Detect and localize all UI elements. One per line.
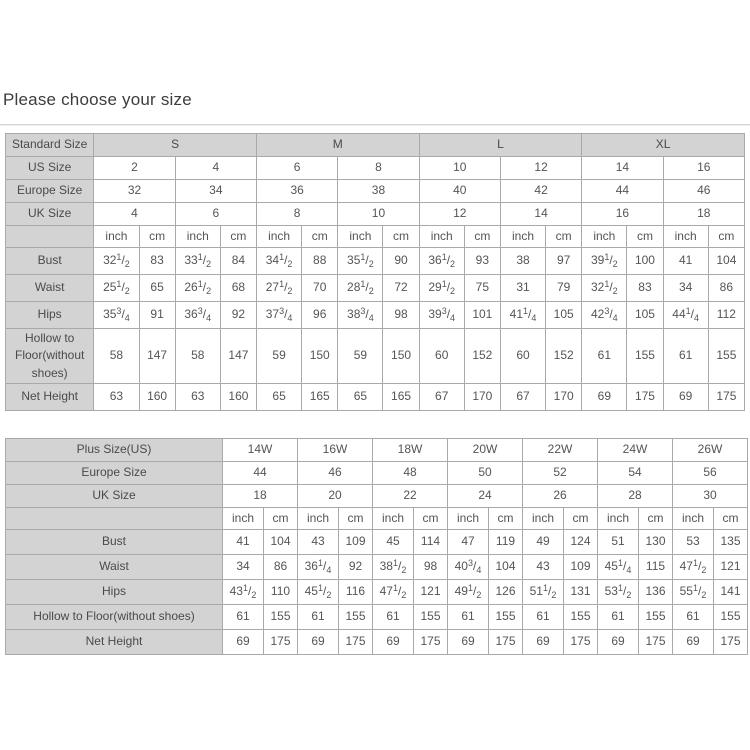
measurement-cm-cell: 115 (639, 555, 673, 580)
size-value-cell: 14W (223, 439, 298, 462)
size-row (6, 180, 745, 203)
size-value-cell: 48 (373, 462, 448, 485)
size-value-cell: 44 (223, 462, 298, 485)
measurement-inch-cell: $41^1/_4$ (500, 302, 545, 329)
measurement-inch-cell: $38^1/_2$ (373, 555, 414, 580)
size-value-cell: 50 (448, 462, 523, 485)
row-label-cell: Europe Size (6, 180, 94, 203)
size-value-cell: 4 (94, 203, 175, 226)
row-label-cell: US Size (6, 157, 94, 180)
measurement-cm-cell: 121 (414, 580, 448, 605)
size-group-header: M (256, 134, 419, 157)
measurement-row (6, 605, 748, 630)
measurement-inch-cell: $47^1/_2$ (373, 580, 414, 605)
measurement-inch-cell: 31 (500, 275, 545, 302)
measurement-row (6, 384, 745, 411)
measurement-cm-cell: 83 (627, 275, 663, 302)
size-row (6, 462, 748, 485)
unit-cm-header-cell: cm (627, 226, 663, 248)
measurement-inch-cell: 69 (223, 630, 264, 655)
measurement-cm-cell: 79 (546, 275, 582, 302)
size-value-cell: 22W (523, 439, 598, 462)
size-value-cell: 32 (94, 180, 175, 203)
measurement-inch-cell: $40^3/_4$ (448, 555, 489, 580)
measurement-inch-cell: $35^1/_2$ (338, 248, 383, 275)
measurement-inch-cell: $26^1/_2$ (175, 275, 220, 302)
size-value-cell: 36 (256, 180, 337, 203)
unit-inch-header-cell: inch (523, 508, 564, 530)
row-label-cell: Waist (6, 275, 94, 302)
measurement-inch-cell: $35^3/_4$ (94, 302, 139, 329)
measurement-inch-cell: $47^1/_2$ (673, 555, 714, 580)
measurement-inch-cell: $51^1/_2$ (523, 580, 564, 605)
measurement-inch-cell: 41 (223, 530, 264, 555)
measurement-inch-cell: 34 (663, 275, 708, 302)
measurement-cm-cell: 116 (339, 580, 373, 605)
measurement-cm-cell: 112 (708, 302, 744, 329)
measurement-cm-cell: 97 (546, 248, 582, 275)
unit-cm-header-cell: cm (264, 508, 298, 530)
measurement-cm-cell: 110 (264, 580, 298, 605)
measurement-inch-cell: 43 (523, 555, 564, 580)
measurement-inch-cell: 69 (598, 630, 639, 655)
measurement-inch-cell: 69 (523, 630, 564, 655)
measurement-cm-cell: 141 (714, 580, 748, 605)
measurement-inch-cell: $43^1/_2$ (223, 580, 264, 605)
size-value-cell: 6 (175, 203, 256, 226)
unit-cm-header-cell: cm (708, 226, 744, 248)
measurement-cm-cell: 175 (414, 630, 448, 655)
measurement-inch-cell: 41 (663, 248, 708, 275)
unit-header-row (6, 226, 745, 248)
measurement-inch-cell: 59 (338, 329, 383, 384)
measurement-cm-cell: 105 (546, 302, 582, 329)
measurement-cm-cell: 152 (464, 329, 500, 384)
size-value-cell: 24 (448, 485, 523, 508)
measurement-inch-cell: 60 (419, 329, 464, 384)
measurement-inch-cell: 61 (298, 605, 339, 630)
size-row (6, 439, 748, 462)
measurement-cm-cell: 84 (220, 248, 256, 275)
size-value-cell: 6 (256, 157, 337, 180)
measurement-cm-cell: 170 (546, 384, 582, 411)
unit-inch-header-cell: inch (598, 508, 639, 530)
size-value-cell: 10 (338, 203, 419, 226)
size-value-cell: 22 (373, 485, 448, 508)
size-value-cell: 12 (500, 157, 581, 180)
unit-cm-header-cell: cm (714, 508, 748, 530)
measurement-cm-cell: 68 (220, 275, 256, 302)
unit-inch-header-cell: inch (500, 226, 545, 248)
measurement-inch-cell: 65 (256, 384, 301, 411)
measurement-cm-cell: 155 (264, 605, 298, 630)
unit-cm-header-cell: cm (464, 226, 500, 248)
measurement-cm-cell: 147 (220, 329, 256, 384)
measurement-cm-cell: 150 (302, 329, 338, 384)
measurement-cm-cell: 98 (414, 555, 448, 580)
measurement-row (6, 580, 748, 605)
measurement-cm-cell: 114 (414, 530, 448, 555)
unit-inch-header-cell: inch (419, 226, 464, 248)
table-corner-label: Standard Size (6, 134, 94, 157)
size-value-cell: 34 (175, 180, 256, 203)
row-label-cell: Bust (6, 530, 223, 555)
measurement-inch-cell: 67 (500, 384, 545, 411)
measurement-inch-cell: $27^1/_2$ (256, 275, 301, 302)
measurement-inch-cell: 61 (598, 605, 639, 630)
group-header-row (6, 134, 745, 157)
measurement-cm-cell: 104 (489, 555, 523, 580)
measurement-inch-cell: $32^1/_2$ (582, 275, 627, 302)
measurement-row (6, 329, 745, 384)
unit-header-row (6, 508, 748, 530)
measurement-inch-cell: $37^3/_4$ (256, 302, 301, 329)
measurement-cm-cell: 135 (714, 530, 748, 555)
measurement-inch-cell: $36^1/_2$ (419, 248, 464, 275)
measurement-inch-cell: 61 (582, 329, 627, 384)
row-label-cell: Hollow to Floor(without shoes) (6, 605, 223, 630)
measurement-inch-cell: $34^1/_2$ (256, 248, 301, 275)
measurement-inch-cell: $33^1/_2$ (175, 248, 220, 275)
measurement-cm-cell: 83 (139, 248, 175, 275)
size-row (6, 157, 745, 180)
size-group-header: XL (582, 134, 745, 157)
row-label-cell: Hollow to Floor(without shoes) (6, 329, 94, 384)
row-label-cell: Plus Size(US) (6, 439, 223, 462)
size-value-cell: 2 (94, 157, 175, 180)
size-value-cell: 28 (598, 485, 673, 508)
unit-cm-header-cell: cm (220, 226, 256, 248)
size-row (6, 485, 748, 508)
measurement-cm-cell: 175 (639, 630, 673, 655)
measurement-cm-cell: 86 (708, 275, 744, 302)
row-label-cell: Bust (6, 248, 94, 275)
unit-cm-header-cell: cm (564, 508, 598, 530)
measurement-inch-cell: 61 (673, 605, 714, 630)
measurement-cm-cell: 109 (339, 530, 373, 555)
measurement-cm-cell: 75 (464, 275, 500, 302)
unit-inch-header-cell: inch (582, 226, 627, 248)
size-value-cell: 14 (500, 203, 581, 226)
row-label-cell: Hips (6, 302, 94, 329)
measurement-inch-cell: 69 (298, 630, 339, 655)
measurement-inch-cell: 61 (448, 605, 489, 630)
measurement-inch-cell: 69 (373, 630, 414, 655)
measurement-inch-cell: 43 (298, 530, 339, 555)
measurement-cm-cell: 155 (564, 605, 598, 630)
size-value-cell: 46 (663, 180, 744, 203)
size-value-cell: 16W (298, 439, 373, 462)
measurement-inch-cell: $28^1/_2$ (338, 275, 383, 302)
measurement-cm-cell: 109 (564, 555, 598, 580)
unit-cm-header-cell: cm (339, 508, 373, 530)
measurement-inch-cell: 34 (223, 555, 264, 580)
measurement-cm-cell: 90 (383, 248, 419, 275)
measurement-inch-cell: $39^3/_4$ (419, 302, 464, 329)
unit-inch-header-cell: inch (448, 508, 489, 530)
row-label-cell: UK Size (6, 485, 223, 508)
page-title: Please choose your size (3, 90, 192, 109)
measurement-cm-cell: 136 (639, 580, 673, 605)
measurement-inch-cell: $45^1/_2$ (298, 580, 339, 605)
size-value-cell: 42 (500, 180, 581, 203)
size-value-cell: 20W (448, 439, 523, 462)
measurement-cm-cell: 175 (627, 384, 663, 411)
size-value-cell: 16 (582, 203, 663, 226)
measurement-cm-cell: 175 (339, 630, 373, 655)
measurement-cm-cell: 175 (264, 630, 298, 655)
measurement-row (6, 248, 745, 275)
measurement-cm-cell: 165 (302, 384, 338, 411)
measurement-cm-cell: 119 (489, 530, 523, 555)
measurement-cm-cell: 88 (302, 248, 338, 275)
measurement-cm-cell: 155 (414, 605, 448, 630)
measurement-cm-cell: 86 (264, 555, 298, 580)
size-value-cell: 18 (223, 485, 298, 508)
standard-size-table (5, 133, 745, 411)
measurement-cm-cell: 160 (220, 384, 256, 411)
size-value-cell: 4 (175, 157, 256, 180)
measurement-inch-cell: 63 (175, 384, 220, 411)
measurement-cm-cell: 104 (264, 530, 298, 555)
measurement-cm-cell: 160 (139, 384, 175, 411)
measurement-inch-cell: 69 (663, 384, 708, 411)
size-value-cell: 18 (663, 203, 744, 226)
measurement-cm-cell: 93 (464, 248, 500, 275)
measurement-cm-cell: 155 (708, 329, 744, 384)
measurement-inch-cell: $44^1/_4$ (663, 302, 708, 329)
measurement-cm-cell: 131 (564, 580, 598, 605)
measurement-cm-cell: 175 (708, 384, 744, 411)
measurement-cm-cell: 155 (339, 605, 373, 630)
unit-inch-header-cell: inch (256, 226, 301, 248)
measurement-inch-cell: 53 (673, 530, 714, 555)
size-value-cell: 14 (582, 157, 663, 180)
measurement-inch-cell: 61 (663, 329, 708, 384)
row-label-cell: Waist (6, 555, 223, 580)
plus-size-table (5, 438, 748, 655)
measurement-inch-cell: $53^1/_2$ (598, 580, 639, 605)
measurement-inch-cell: 69 (582, 384, 627, 411)
measurement-inch-cell: 38 (500, 248, 545, 275)
measurement-inch-cell: $38^3/_4$ (338, 302, 383, 329)
measurement-row (6, 630, 748, 655)
measurement-inch-cell: 45 (373, 530, 414, 555)
size-value-cell: 8 (256, 203, 337, 226)
size-value-cell: 26 (523, 485, 598, 508)
row-label-cell: UK Size (6, 203, 94, 226)
measurement-cm-cell: 91 (139, 302, 175, 329)
measurement-cm-cell: 105 (627, 302, 663, 329)
measurement-cm-cell: 170 (464, 384, 500, 411)
measurement-inch-cell: 49 (523, 530, 564, 555)
unit-corner-cell (6, 226, 94, 248)
unit-inch-header-cell: inch (673, 508, 714, 530)
unit-inch-header-cell: inch (298, 508, 339, 530)
measurement-cm-cell: 65 (139, 275, 175, 302)
measurement-cm-cell: 96 (302, 302, 338, 329)
measurement-cm-cell: 155 (639, 605, 673, 630)
measurement-cm-cell: 121 (714, 555, 748, 580)
measurement-row (6, 530, 748, 555)
measurement-inch-cell: 58 (94, 329, 139, 384)
unit-inch-header-cell: inch (338, 226, 383, 248)
measurement-inch-cell: $55^1/_2$ (673, 580, 714, 605)
size-value-cell: 38 (338, 180, 419, 203)
unit-inch-header-cell: inch (175, 226, 220, 248)
row-label-cell: Europe Size (6, 462, 223, 485)
measurement-inch-cell: 67 (419, 384, 464, 411)
measurement-inch-cell: $49^1/_2$ (448, 580, 489, 605)
measurement-inch-cell: $25^1/_2$ (94, 275, 139, 302)
size-group-header: S (94, 134, 257, 157)
row-label-cell: Net Height (6, 630, 223, 655)
size-group-header: L (419, 134, 582, 157)
size-value-cell: 12 (419, 203, 500, 226)
measurement-cm-cell: 175 (564, 630, 598, 655)
measurement-inch-cell: 58 (175, 329, 220, 384)
measurement-cm-cell: 175 (489, 630, 523, 655)
measurement-cm-cell: 165 (383, 384, 419, 411)
size-value-cell: 54 (598, 462, 673, 485)
size-value-cell: 40 (419, 180, 500, 203)
unit-cm-header-cell: cm (414, 508, 448, 530)
unit-inch-header-cell: inch (663, 226, 708, 248)
measurement-cm-cell: 101 (464, 302, 500, 329)
measurement-cm-cell: 92 (220, 302, 256, 329)
measurement-cm-cell: 150 (383, 329, 419, 384)
size-value-cell: 20 (298, 485, 373, 508)
unit-cm-header-cell: cm (383, 226, 419, 248)
size-value-cell: 24W (598, 439, 673, 462)
size-value-cell: 8 (338, 157, 419, 180)
measurement-cm-cell: 70 (302, 275, 338, 302)
size-value-cell: 52 (523, 462, 598, 485)
size-value-cell: 46 (298, 462, 373, 485)
measurement-inch-cell: $32^1/_2$ (94, 248, 139, 275)
unit-inch-header-cell: inch (94, 226, 139, 248)
measurement-cm-cell: 155 (714, 605, 748, 630)
measurement-cm-cell: 130 (639, 530, 673, 555)
measurement-row (6, 302, 745, 329)
unit-cm-header-cell: cm (139, 226, 175, 248)
size-row (6, 203, 745, 226)
measurement-inch-cell: $29^1/_2$ (419, 275, 464, 302)
measurement-inch-cell: 63 (94, 384, 139, 411)
unit-inch-header-cell: inch (223, 508, 264, 530)
measurement-inch-cell: 60 (500, 329, 545, 384)
size-value-cell: 44 (582, 180, 663, 203)
measurement-inch-cell: 61 (223, 605, 264, 630)
size-value-cell: 18W (373, 439, 448, 462)
measurement-inch-cell: $36^1/_4$ (298, 555, 339, 580)
unit-inch-header-cell: inch (373, 508, 414, 530)
measurement-inch-cell: 69 (448, 630, 489, 655)
unit-cm-header-cell: cm (489, 508, 523, 530)
measurement-cm-cell: 175 (714, 630, 748, 655)
row-label-cell: Hips (6, 580, 223, 605)
unit-cm-header-cell: cm (302, 226, 338, 248)
measurement-inch-cell: $39^1/_2$ (582, 248, 627, 275)
measurement-cm-cell: 155 (627, 329, 663, 384)
measurement-cm-cell: 126 (489, 580, 523, 605)
measurement-inch-cell: 47 (448, 530, 489, 555)
unit-cm-header-cell: cm (639, 508, 673, 530)
measurement-cm-cell: 104 (708, 248, 744, 275)
size-value-cell: 56 (673, 462, 748, 485)
unit-corner-cell (6, 508, 223, 530)
measurement-cm-cell: 152 (546, 329, 582, 384)
size-value-cell: 16 (663, 157, 744, 180)
unit-cm-header-cell: cm (546, 226, 582, 248)
measurement-inch-cell: $36^3/_4$ (175, 302, 220, 329)
size-value-cell: 26W (673, 439, 748, 462)
measurement-inch-cell: $42^3/_4$ (582, 302, 627, 329)
size-value-cell: 10 (419, 157, 500, 180)
measurement-row (6, 555, 748, 580)
divider-line (0, 124, 750, 126)
measurement-cm-cell: 155 (489, 605, 523, 630)
measurement-cm-cell: 100 (627, 248, 663, 275)
row-label-cell: Net Height (6, 384, 94, 411)
measurement-inch-cell: 65 (338, 384, 383, 411)
measurement-inch-cell: $45^1/_4$ (598, 555, 639, 580)
measurement-cm-cell: 72 (383, 275, 419, 302)
size-value-cell: 30 (673, 485, 748, 508)
measurement-cm-cell: 98 (383, 302, 419, 329)
measurement-cm-cell: 92 (339, 555, 373, 580)
measurement-cm-cell: 124 (564, 530, 598, 555)
measurement-inch-cell: 51 (598, 530, 639, 555)
measurement-inch-cell: 61 (373, 605, 414, 630)
measurement-inch-cell: 69 (673, 630, 714, 655)
measurement-cm-cell: 147 (139, 329, 175, 384)
measurement-row (6, 275, 745, 302)
measurement-inch-cell: 61 (523, 605, 564, 630)
measurement-inch-cell: 59 (256, 329, 301, 384)
